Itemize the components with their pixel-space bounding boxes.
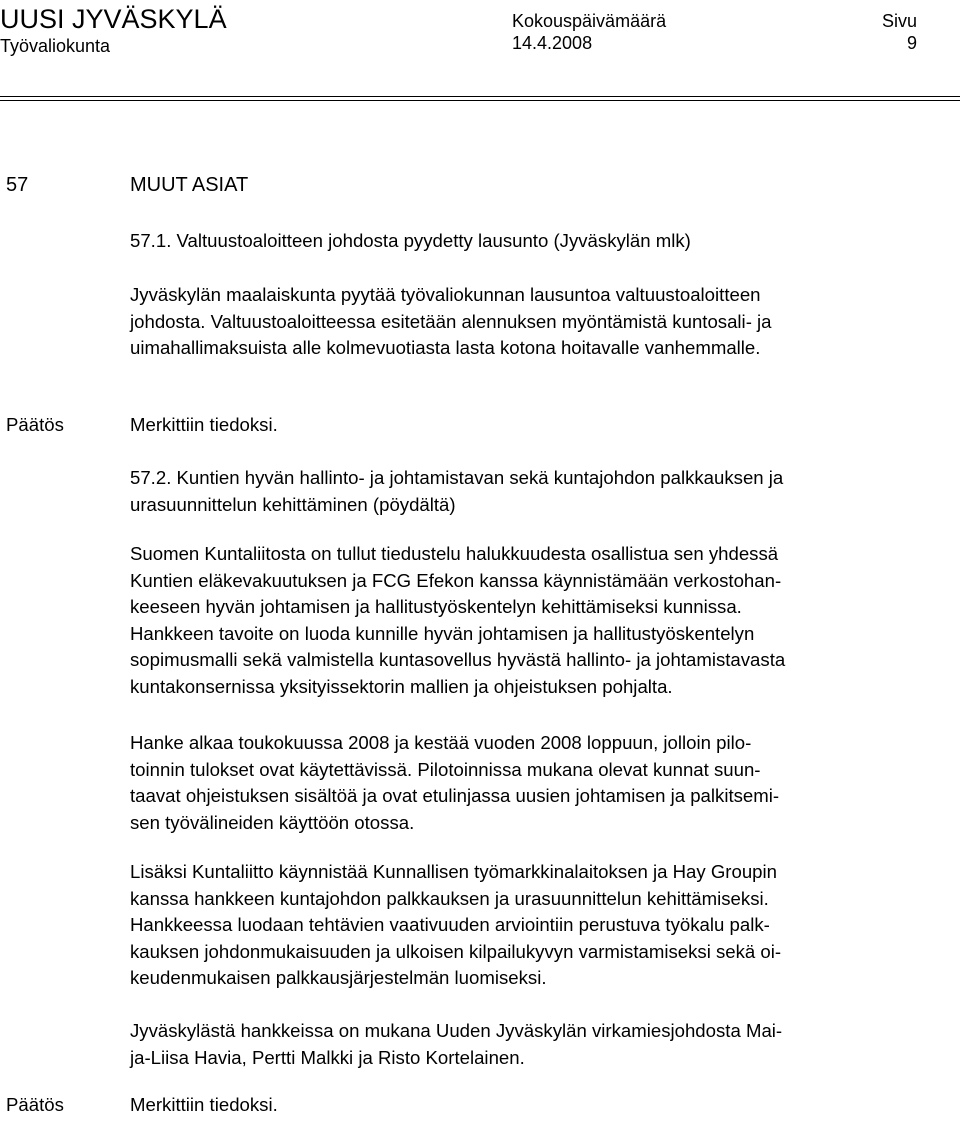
item2-line: Jyväskylästä hankkeissa on mukana Uuden Jyväskylän virkamiesjohdosta Mai-	[130, 1020, 783, 1041]
item2-paragraph-3	[130, 859, 781, 992]
item2-line: taavat ohjeistuksen sisältöä ja ovat etulinjassa uusien johtamisen ja palkitsemi-	[130, 785, 780, 807]
item2-line: ja-Liisa Havia, Pertti Malkki ja Risto Kortelainen.	[130, 1046, 525, 1068]
item2-paragraph-4	[130, 1018, 782, 1071]
page-label: Sivu	[882, 11, 918, 31]
section-number: 57	[6, 174, 29, 196]
item2-title-line: 57.2. Kuntien hyvän hallinto- ja johtamistavan sekä kuntajohdon palkkauksen ja	[130, 467, 784, 488]
item1-line: uimahallimaksuista alle kolmevuotiasta lasta kotona hoitavalle vanhemmalle.	[130, 337, 761, 359]
header-divider-bottom	[0, 100, 960, 101]
item1-line: Jyväskylän maalaiskunta pyytää työvaliokunnan lausuntoa valtuustoaloitteen	[130, 284, 761, 305]
organization-name: UUSI JYVÄSKYLÄ	[0, 4, 227, 34]
item2-line: keudenmukaisen palkkausjärjestelmän luomiseksi.	[130, 967, 547, 989]
item2-decision-label: Päätös	[6, 1094, 64, 1115]
item2-line: Hanke alkaa toukokuussa 2008 ja kestää vuoden 2008 loppuun, jolloin pilo-	[130, 732, 752, 753]
item2-decision: Merkittiin tiedoksi.	[130, 1094, 278, 1115]
meeting-date: 14.4.2008	[512, 33, 593, 53]
item2-line: kuntakonsernissa yksityissektorin mallien ja ohjeistuksen pohjalta.	[130, 675, 673, 697]
item1-line: johdosta. Valtuustoaloitteessa esitetään alennuksen myöntämistä kuntosali- ja	[130, 310, 772, 332]
header-page-block	[882, 10, 917, 54]
item2-paragraph-1	[130, 541, 785, 701]
item2-line: kanssa hankkeen kuntajohdon palkkauksen ja urasuunnittelun kehittämiseksi.	[130, 887, 769, 909]
item2-paragraph-2	[130, 730, 779, 836]
item1-decision: Merkittiin tiedoksi.	[130, 414, 278, 435]
meeting-date-label: Kokouspäivämäärä	[512, 11, 667, 31]
item2-line: kauksen johdonmukaisuuden ja ulkoisen kilpailukyvyn varmistamiseksi sekä oi-	[130, 940, 782, 962]
item2-title-line: urasuunnittelun kehittäminen (pöydältä)	[130, 493, 456, 515]
item2-line: Suomen Kuntaliitosta on tullut tiedustelu halukkuudesta osallistua sen yhdessä	[130, 543, 779, 564]
section-title: MUUT ASIAT	[130, 174, 249, 196]
header-divider-top	[0, 96, 960, 97]
item1-decision-label: Päätös	[6, 414, 64, 435]
committee-name: Työvaliokunta	[0, 36, 111, 56]
item2-line: Hankkeen tavoite on luoda kunnille hyvän johtamisen ja hallitustyöskentelyn	[130, 622, 755, 644]
item2-line: toinnin tulokset ovat käytettävissä. Pilotoinnissa mukana olevat kunnat suun-	[130, 758, 761, 780]
item2-line: keeseen hyvän johtamisen ja hallitustyöskentelyn kehittämiseksi kunnissa.	[130, 596, 742, 618]
item2-line: Kuntien eläkevakuutuksen ja FCG Efekon kanssa käynnistämään verkostohan-	[130, 569, 782, 591]
item2-line: sen työvälineiden käyttöön otossa.	[130, 811, 415, 833]
header-org-block	[0, 4, 227, 57]
item2-line: Lisäksi Kuntaliitto käynnistää Kunnallisen työmarkkinalaitoksen ja Hay Groupin	[130, 861, 777, 882]
item2-title	[130, 465, 783, 518]
page-number: 9	[907, 33, 918, 53]
item1-title: 57.1. Valtuustoaloitteen johdosta pyydetty lausunto (Jyväskylän mlk)	[130, 230, 691, 251]
item2-line: sopimusmalli sekä valmistella kuntasovellus hyvästä hallinto- ja johtamistavasta	[130, 649, 786, 671]
item2-line: Hankkeessa luodaan tehtävien vaativuuden arviointiin perustuva työkalu palk-	[130, 914, 770, 936]
header-date-block	[512, 10, 666, 54]
item1-body	[130, 282, 772, 362]
